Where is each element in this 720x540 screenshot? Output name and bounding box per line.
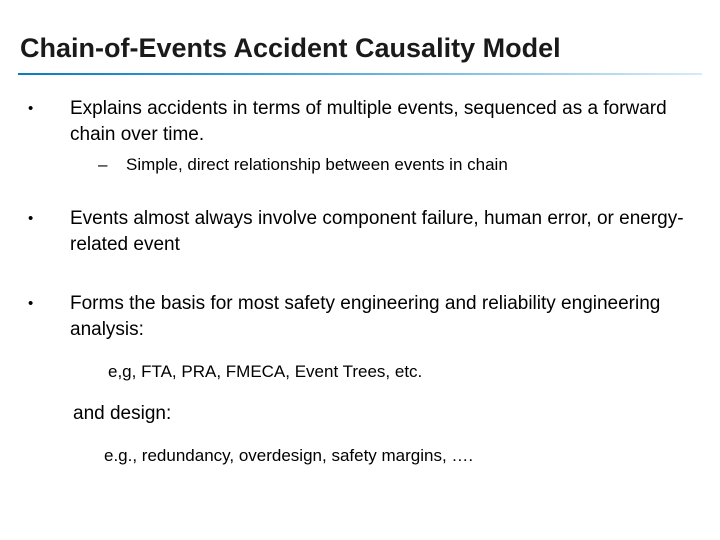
bullet-item — [28, 291, 688, 343]
sub-bullet-marker: – — [98, 155, 108, 174]
design-label: and design: — [73, 403, 172, 424]
bullet-marker: • — [28, 210, 34, 227]
sub-bullet-item — [98, 153, 508, 177]
bullet-text: Forms the basis for most safety engineering and reliability engineering analysis: — [70, 293, 661, 340]
design-examples: e.g., redundancy, overdesign, safety margins, …. — [104, 446, 474, 465]
title-divider — [18, 73, 702, 75]
bullet-text: Events almost always involve component failure, human error, or energy-related event — [70, 208, 684, 255]
sub-bullet-text: Simple, direct relationship between events in chain — [126, 155, 508, 174]
bullet-item — [28, 96, 688, 148]
bullet-marker: • — [28, 295, 34, 312]
bullet-marker: • — [28, 100, 34, 117]
bullet-text: Explains accidents in terms of multiple events, sequenced as a forward chain over time. — [70, 98, 667, 145]
bullet-item — [28, 206, 688, 258]
analysis-examples: e,g, FTA, PRA, FMECA, Event Trees, etc. — [108, 362, 423, 381]
slide-title: Chain-of-Events Accident Causality Model — [20, 33, 561, 63]
